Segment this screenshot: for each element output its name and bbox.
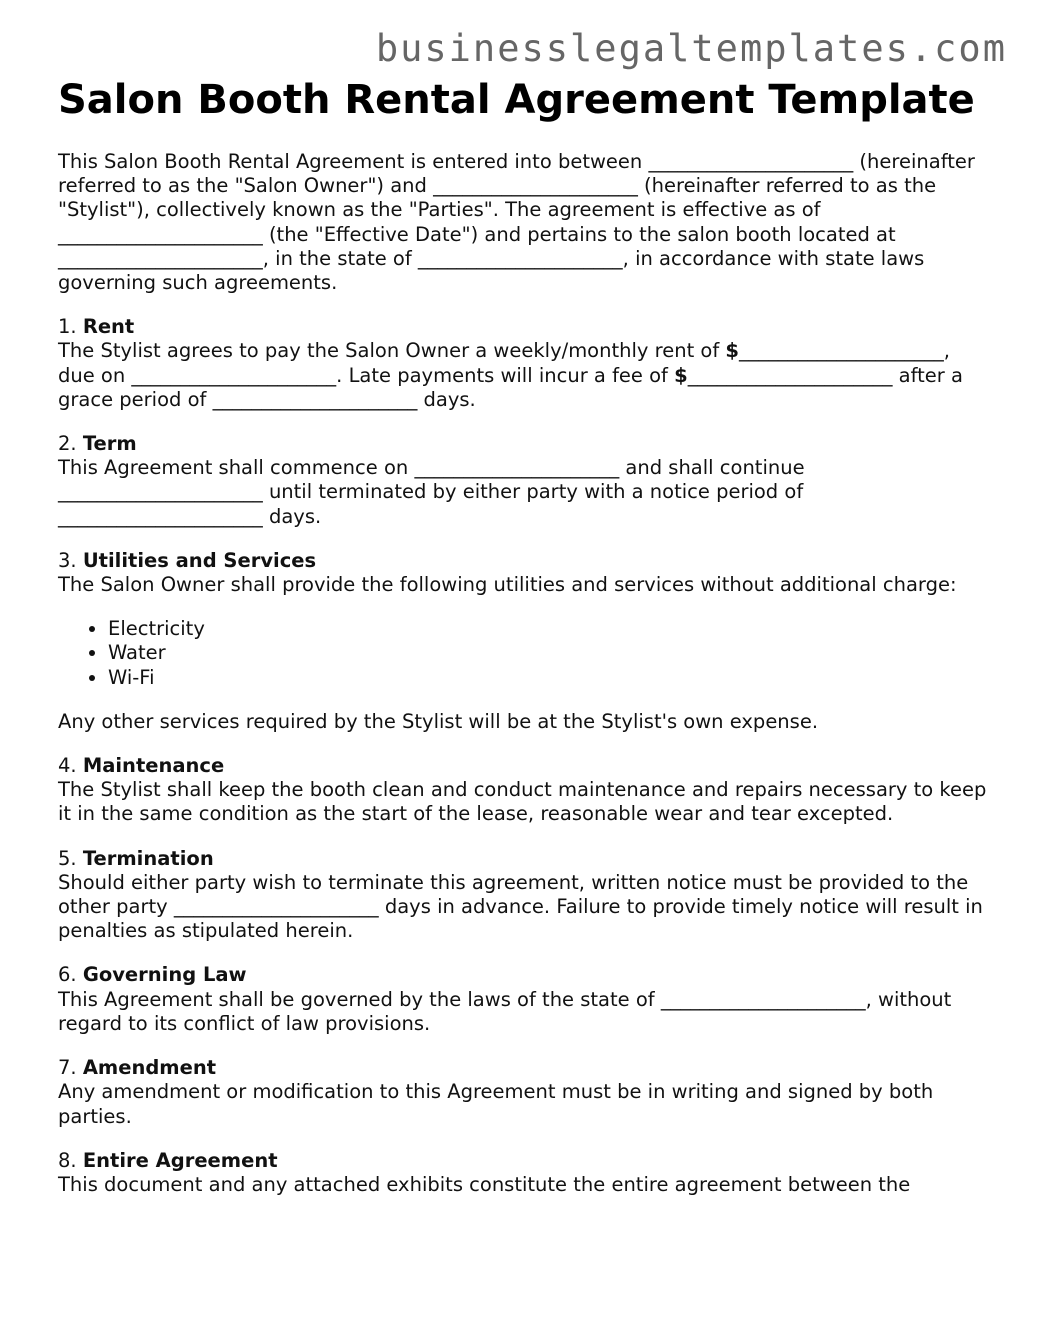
section-utilities: 3. Utilities and Services The Salon Owner shall provide the following utilities and services without additional charge: • Electricity • Water • Wi-Fi Any other services required by the Stylist will be at the Stylist's own expense. (58, 549, 988, 734)
section-heading: 1. Rent (58, 315, 135, 339)
utilities-list (58, 617, 988, 690)
section-rent: 1. Rent The Stylist agrees to pay the Salon Owner a weekly/monthly rent of $_____________________, due on _____________________. Late payments will incur a fee of $_____________________ after a grace period of _____________________ days. (58, 315, 988, 412)
blank-termination-notice[interactable]: _____________________ (173, 895, 379, 919)
section-entire-agreement: 8. Entire Agreement This document and any attached exhibits constitute the entire agreement between the (58, 1149, 988, 1197)
section-amendment: 7. Amendment Any amendment or modification to this Agreement must be in writing and signed by both parties. (58, 1056, 988, 1129)
blank-duration[interactable]: _____________________ (58, 480, 263, 504)
document-title: Salon Booth Rental Agreement Template (58, 77, 975, 123)
blank-effective-date[interactable]: _____________________ (58, 222, 263, 246)
site-watermark: businesslegaltemplates.com (375, 27, 1007, 70)
list-item: • Water (108, 641, 988, 665)
blank-notice-period[interactable]: _____________________ (58, 504, 263, 528)
section-heading: 8. Entire Agreement (58, 1148, 278, 1172)
section-maintenance: 4. Maintenance The Stylist shall keep the booth clean and conduct maintenance and repairs necessary to keep it in the same condition as the start of the lease, reasonable wear and tear excepted. (58, 754, 987, 826)
blank-rent-amount[interactable]: _____________________ (739, 339, 944, 363)
list-item: • Wi-Fi (108, 666, 988, 690)
section-termination: 5. Termination Should either party wish to terminate this agreement, written notice must be provided to the other party _____________________ days in advance. Failure to provide timely notice will result in penalties as stipulated herein. (58, 847, 988, 944)
section-heading: 6. Governing Law (58, 963, 247, 987)
section-term: 2. Term This Agreement shall commence on _____________________ and shall continue _____________________ until terminated by either party with a notice period of _____________________ days. (58, 432, 988, 529)
blank-stylist[interactable]: _____________________ (433, 174, 638, 198)
blank-grace-period[interactable]: _____________________ (212, 387, 418, 411)
blank-state[interactable]: _____________________ (417, 246, 623, 270)
section-heading: 2. Term (58, 432, 137, 456)
section-heading: 4. Maintenance (58, 754, 225, 778)
blank-start-date[interactable]: _____________________ (414, 456, 620, 480)
section-heading: 5. Termination (58, 846, 214, 870)
section-governing-law: 6. Governing Law This Agreement shall be governed by the laws of the state of _____________________, without regard to its conflict of law provisions. (58, 963, 988, 1036)
utilities-note: Any other services required by the Stylist will be at the Stylist's own expense. (58, 709, 819, 733)
blank-booth-location[interactable]: _____________________ (58, 246, 263, 270)
intro-paragraph: This Salon Booth Rental Agreement is entered into between _____________________ (hereinafter referred to as the "Salon Owner") and _____________________ (hereinafter referred to as the "Stylist"), collectively known as the "Parties". The agreement is effective as of _____________________ (the "Effective Date") and pertains to the salon booth located at _____________________, in the state of _____________________, in accordance with state laws governing such agreements. (58, 150, 975, 295)
list-item: • Electricity (108, 617, 988, 641)
document-page (58, 76, 988, 1217)
blank-salon-owner[interactable]: _____________________ (648, 150, 854, 173)
blank-due-date[interactable]: _____________________ (131, 363, 337, 387)
blank-governing-state[interactable]: _____________________ (660, 987, 866, 1011)
section-heading: 3. Utilities and Services (58, 548, 317, 572)
section-heading: 7. Amendment (58, 1056, 217, 1080)
blank-late-fee[interactable]: _____________________ (687, 363, 893, 387)
